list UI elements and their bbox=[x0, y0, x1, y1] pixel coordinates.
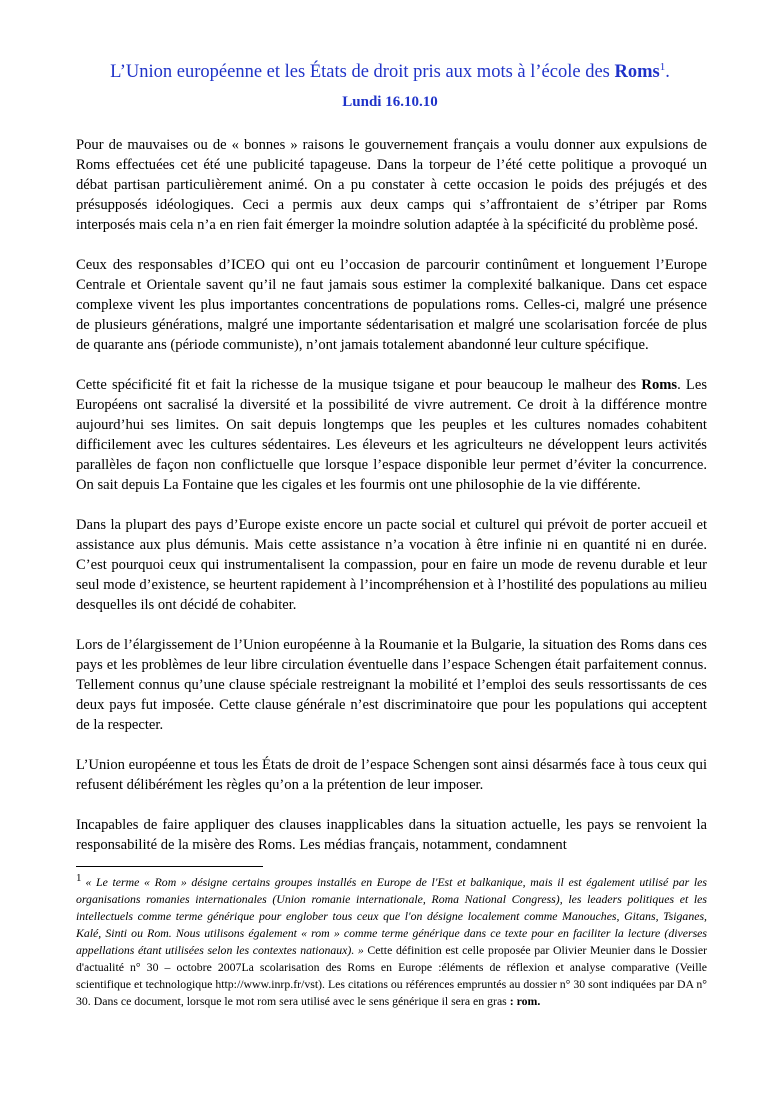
paragraph-3-text-start: Cette spécificité fit et fait la richesse de la musique tsigane et pour beaucoup le malheur des bbox=[76, 377, 642, 393]
title-text: L’Union européenne et les États de droit pris aux mots à l’école des bbox=[110, 62, 615, 82]
paragraph-1: Pour de mauvaises ou de « bonnes » raisons le gouvernement français a voulu donner aux expulsions de Roms effectuées cet été une publicité tapageuse. Dans la torpeur de l’été cette politique a provoqué un débat partisan particulièrement animé. On a pu constater à cette occasion le poids des préjugés et des présupposés idéologiques. Ceci a permis aux deux camps qui s’affrontaient de s’étriper par Roms interposés mais cela n’a en rien fait émerger la moindre solution adaptée à la spécificité du problème posé. bbox=[76, 137, 707, 233]
paragraph-7: Incapables de faire appliquer des clauses inapplicables dans la situation actuelle, les pays se renvoient la responsabilité de la misère des Roms. Les médias français, notamment, condamnent bbox=[76, 817, 707, 853]
footnote-quote: « Le terme « Rom » désigne certains groupes installés en Europe de l'Est et balkanique, mais il est également utilisé par les organisations romanies internationales (Union romanie internationale, Roma National Congress), les leaders politiques et les intellectuels comme terme générique pour englober tous ceux que l'on désigne localement comme Manouches, Gitans, Tsiganes, Kalé, Sinti ou Rom. Nous utilisons également « rom » comme terme générique dans ce texte pour en faciliter la lecture (diverses appellations étant utilisées selon les contextes nationaux). » bbox=[76, 875, 707, 957]
paragraph-4: Dans la plupart des pays d’Europe existe encore un pacte social et culturel qui prévoit de porter accueil et assistance aux plus démunis. Mais cette assistance n’a vocation à être infinie ni en quantité ni en durée. C’est pourquoi ceux qui instrumentalisent la compassion, pour en faire un mode de revenu durable et leur seul mode d’existence, se heurtent rapidement à l’incompréhension et à l’hostilité des populations au milieu desquelles ils ont décidé de cohabiter. bbox=[76, 517, 707, 613]
paragraph-2: Ceux des responsables d’ICEO qui ont eu l’occasion de parcourir continûment et longuement l’Europe Centrale et Orientale savent qu’il ne faut jamais sous estimer la complexité balkanique. Dans cet espace complexe vivent les plus importantes concentrations de populations roms. Celles-ci, malgré une présence de plusieurs générations, malgré une importante sédentarisation et malgré une scolarisation forcée de plus de quarante ans (période communiste), n’ont jamais totalement abandonné leur culture spécifique. bbox=[76, 257, 707, 353]
document-title bbox=[40, 60, 740, 84]
footnote-separator bbox=[76, 866, 263, 867]
title-footnote-marker[interactable]: 1 bbox=[659, 60, 666, 73]
footnote bbox=[76, 874, 707, 1010]
footnote-number: 1 bbox=[76, 872, 82, 885]
paragraph-6: L’Union européenne et tous les États de droit de l’espace Schengen sont ainsi désarmés face à tous ceux qui refusent délibérément les règles qu’on a la prétention de leur imposer. bbox=[76, 757, 707, 793]
document-date: Lundi 16.10.10 bbox=[342, 94, 438, 110]
footnote-text: Cette définition est celle proposée par Olivier Meunier dans le Dossier d'actualité n° 30 – octobre 2007La scolarisation des Roms en Europe :éléments de réflexion et analyse comparative (Veille scientifique et technologique http://www.inrp.fr/vst). Les citations ou références empruntés au dossier n° 30 sont indiquées par DA n° 30. Dans ce document, lorsque le mot rom sera utilisé avec le sens générique il sera en gras bbox=[76, 943, 707, 1008]
paragraph-3 bbox=[76, 375, 707, 495]
title-period: . bbox=[665, 62, 670, 82]
document-body bbox=[76, 135, 707, 855]
paragraph-3-text-end: . Les Européens ont sacralisé la diversité et la possibilité de vivre autrement. Ce droit à la différence montre aujourd’hui ses limites. On sait depuis longtemps que les peuples et les cultures nomades cohabitent difficilement avec les cultures sédentaires. Les éleveurs et les agriculteurs ne développent leurs activités parallèles de façon non conflictuelle que lorsque l’espace disponible leur permet d’éviter la concurrence. On sait depuis La Fontaine que les cigales et les fourmis ont une philosophie de la vie différente. bbox=[76, 377, 707, 493]
paragraph-3-bold-word: Roms bbox=[641, 377, 678, 393]
footnote-bold-text: : rom. bbox=[509, 994, 541, 1008]
paragraph-5: Lors de l’élargissement de l’Union européenne à la Roumanie et la Bulgarie, la situation des Roms dans ces pays et les problèmes de leur libre circulation éventuelle dans l’espace Schengen était parfaitement connus. Tellement connus qu’une clause spéciale restreignant la mobilité et l’emploi des seuls ressortissants de ces deux pays fut imposée. Cette clause générale n’est discriminatoire que pour les populations qui acceptent de la respecter. bbox=[76, 637, 707, 733]
title-bold-word: Roms bbox=[614, 62, 660, 82]
